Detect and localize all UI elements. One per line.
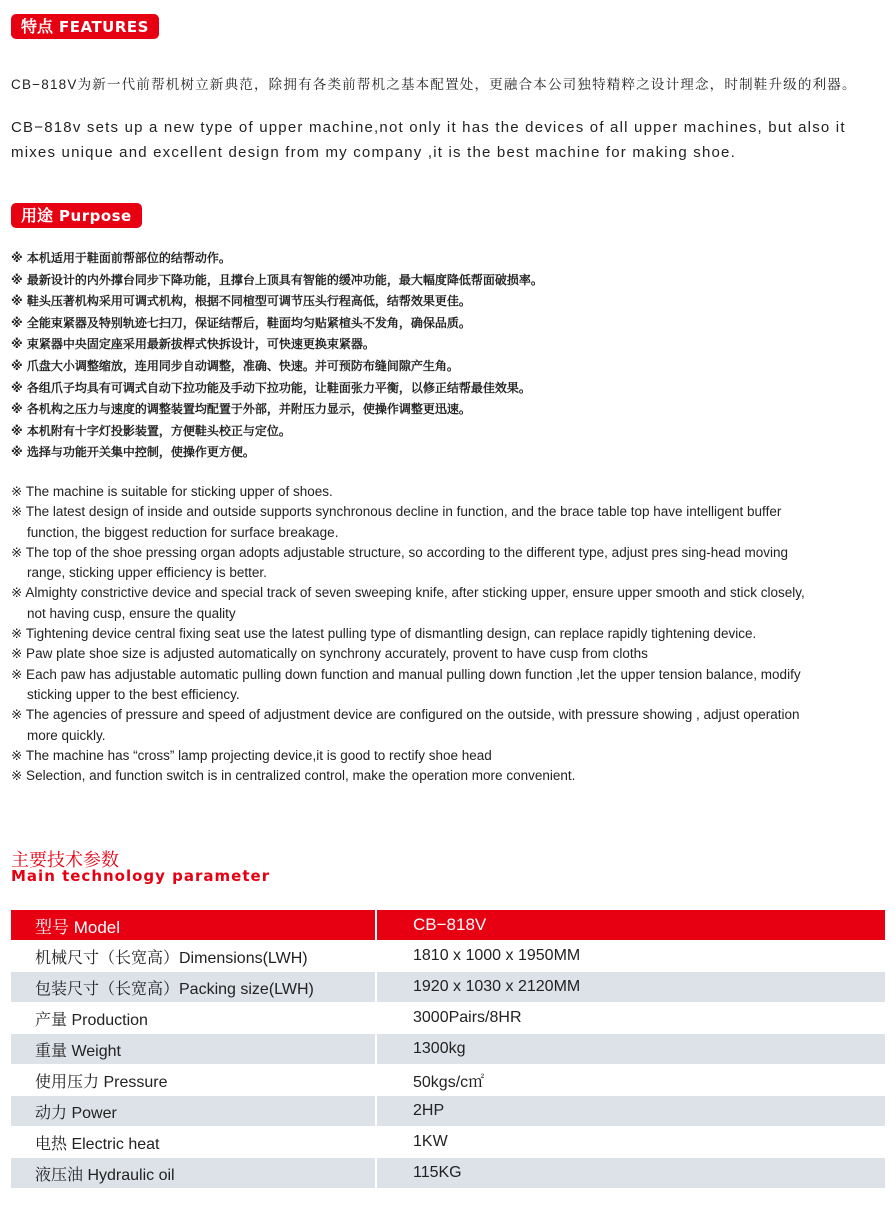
- table-header-row: [11, 910, 885, 941]
- purpose-cn-item: ※ 本机适用于鞋面前帮部位的结帮动作。: [11, 251, 231, 265]
- purpose-cn-item: ※ 最新设计的内外撑台同步下降功能，且撑台上顶具有智能的缓冲功能，最大幅度降低帮面破损率。: [11, 272, 543, 287]
- param-label: 机械尺寸（长宽高）Dimensions(LWH): [11, 941, 376, 972]
- purpose-en-line: ※ The machine has “cross” lamp projecting device,it is good to rectify shoe head: [11, 747, 492, 763]
- table-row: [11, 941, 885, 972]
- purpose-en-line: ※ The top of the shoe pressing organ adopts adjustable structure, so according to the different type, adjust pres sing-head moving: [11, 544, 789, 560]
- purpose-cn-item: ※ 鞋头压著机构采用可调式机构，根据不同楦型可调节压头行程高低，结帮效果更佳。: [11, 294, 471, 309]
- param-value: 2HP: [376, 1096, 885, 1127]
- purpose-en-line: ※ Tightening device central fixing seat use the latest pulling type of dismantling design, can replace rapidly tightening device.: [11, 626, 757, 642]
- param-value: CB−818V: [376, 910, 885, 941]
- purpose-en-line: not having cusp, ensure the quality: [27, 605, 236, 621]
- param-label: 电热 Electric heat: [11, 1127, 376, 1158]
- table-row: [11, 1003, 885, 1034]
- purpose-en-line: ※ Almighty constrictive device and special track of seven sweeping knife, after sticking upper, ensure upper smooth and stick closely,: [11, 585, 805, 601]
- purpose-en-line: ※ Each paw has adjustable automatic pulling down function and manual pulling down function ,let the upper tension balance, modify: [11, 666, 801, 682]
- param-label: 使用压力 Pressure: [11, 1065, 376, 1096]
- features-badge-cn: 特点: [21, 17, 54, 36]
- params-table: [11, 910, 885, 1189]
- purpose-cn-item: ※ 束紧器中央固定座采用最新拔桿式快拆设计，可快速更换束紧器。: [11, 337, 375, 352]
- purpose-badge-en: Purpose: [59, 207, 132, 225]
- purpose-en-line: range, sticking upper efficiency is better.: [27, 565, 267, 581]
- param-label: 产量 Production: [11, 1003, 376, 1034]
- table-row: [11, 1127, 885, 1158]
- purpose-cn-list: [11, 248, 543, 464]
- param-label: 液压油 Hydraulic oil: [11, 1158, 376, 1189]
- param-value: 50kgs/c㎡: [376, 1065, 885, 1096]
- purpose-en-line: function, the biggest reduction for surface breakage.: [27, 524, 339, 540]
- features-cn-text: CB−818V为新一代前帮机树立新典范，除拥有各类前帮机之基本配置处，更融合本公司独特精粹之设计理念，时制鞋升级的利器。: [11, 77, 857, 92]
- features-en-line2: mixes unique and excellent design from my company ,it is the best machine for making shoe.: [11, 144, 736, 161]
- params-title-en: Main technology parameter: [11, 867, 271, 885]
- purpose-cn-item: ※ 各机构之压力与速度的调整装置均配置于外部，并附压力显示，使操作调整更迅速。: [11, 402, 471, 417]
- purpose-cn-item: ※ 爪盘大小调整缩放，连用同步自动调整，准确、快速。并可预防布缝间隙产生角。: [11, 358, 459, 373]
- table-row: [11, 1096, 885, 1127]
- features-badge: [11, 14, 159, 39]
- param-value: 1300kg: [376, 1034, 885, 1065]
- param-label: 动力 Power: [11, 1096, 376, 1127]
- purpose-en-line: ※ Paw plate shoe size is adjusted automatically on synchrony accurately, provent to have cusp from cloths: [11, 646, 648, 662]
- purpose-cn-item: ※ 各组爪子均具有可调式自动下拉功能及手动下拉功能，让鞋面张力平衡，以修正结帮最佳效果。: [11, 380, 531, 395]
- param-value: 3000Pairs/8HR: [376, 1003, 885, 1034]
- purpose-en-line: ※ The machine is suitable for sticking upper of shoes.: [11, 484, 333, 499]
- table-row: [11, 1034, 885, 1065]
- features-badge-en: FEATURES: [59, 18, 149, 36]
- param-value: 1810 x 1000 x 1950MM: [376, 941, 885, 972]
- purpose-en-line: sticking upper to the best efficiency.: [27, 686, 240, 702]
- param-label: 型号 Model: [11, 910, 376, 941]
- purpose-cn-item: ※ 全能束紧器及特别轨迹七扫刀，保证结帮后，鞋面均匀贴紧楦头不发角，确保品质。: [11, 315, 471, 330]
- param-value: 1920 x 1030 x 2120MM: [376, 972, 885, 1003]
- purpose-en-line: ※ The agencies of pressure and speed of adjustment device are configured on the outside, with pressure showing , adjust operation: [11, 707, 800, 723]
- purpose-badge-cn: 用途: [21, 206, 54, 225]
- purpose-badge: [11, 203, 142, 228]
- purpose-en-list: [11, 482, 891, 786]
- param-label: 包装尺寸（长宽高）Packing size(LWH): [11, 972, 376, 1003]
- param-value: 115KG: [376, 1158, 885, 1189]
- features-en-line1: CB−818v sets up a new type of upper machine,not only it has the devices of all upper machines, but also it: [11, 119, 846, 136]
- param-value: 1KW: [376, 1127, 885, 1158]
- params-title-cn: 主要技术参数: [11, 850, 119, 871]
- table-row: [11, 1065, 885, 1096]
- param-label: 重量 Weight: [11, 1034, 376, 1065]
- table-row: [11, 972, 885, 1003]
- purpose-en-line: ※ Selection, and function switch is in centralized control, make the operation more convenient.: [11, 768, 576, 784]
- purpose-cn-item: ※ 选择与功能开关集中控制，使操作更方便。: [11, 445, 255, 460]
- table-row: [11, 1158, 885, 1189]
- purpose-en-line: more quickly.: [27, 727, 106, 743]
- purpose-cn-item: ※ 本机附有十字灯投影装置，方便鞋头校正与定位。: [11, 423, 291, 438]
- purpose-en-line: ※ The latest design of inside and outside supports synchronous decline in function, and the brace table top have intelligent buffer: [11, 504, 782, 520]
